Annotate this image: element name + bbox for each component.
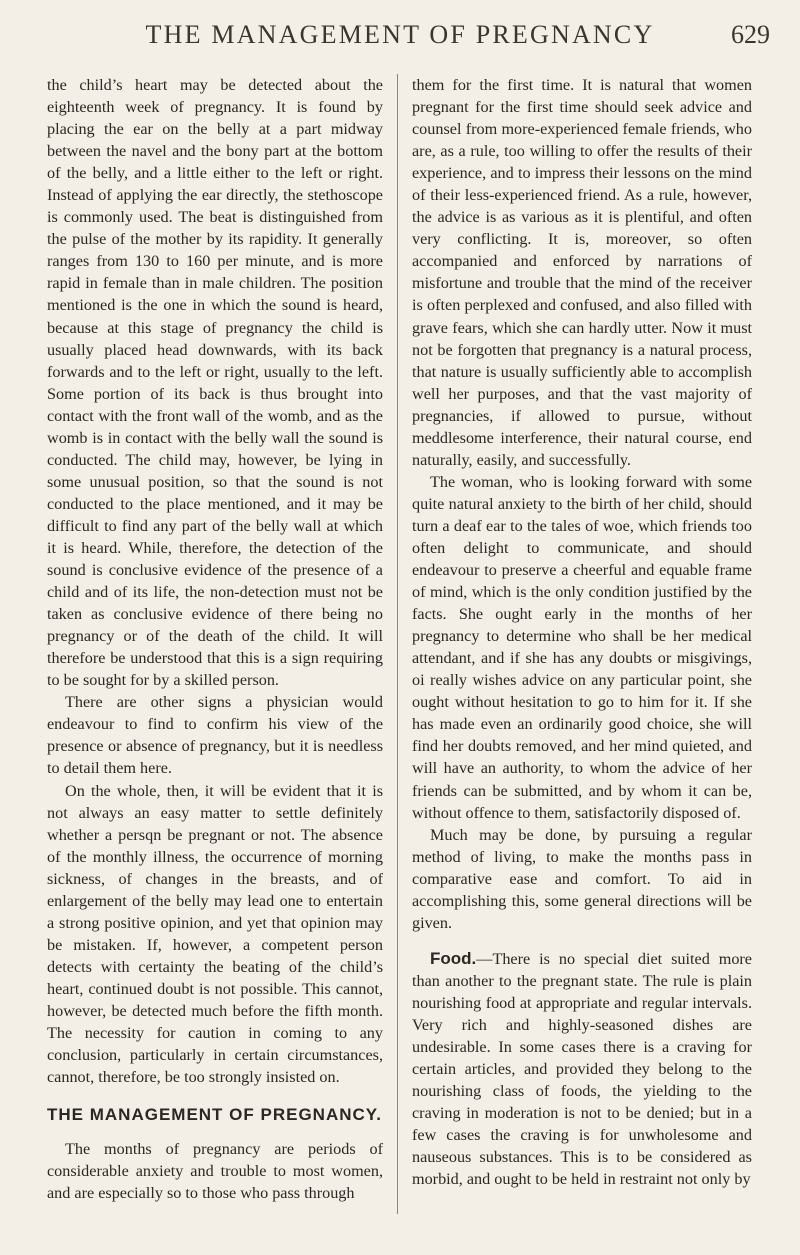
running-header <box>0 20 800 60</box>
left-paragraph-3: On the whole, then, it will be evident that it is not always an easy matter to settle definitely whether a persqn be pregnant or not. The absence of the monthly illness, the occurrence of morning sickness, of changes in the breasts, and of enlargement of the belly may lead one to entertain a strong positive opinion, and yet that opinion may be mistaken. If, however, a competent person detects with certainty the beating of the child’s heart, continued doubt is not possible. This cannot, however, be detected much before the fifth month. The necessity for caution in coming to any conclusion, particularly in certain circumstances, cannot, therefore, be too strongly insisted on. <box>47 781 383 1087</box>
column-divider <box>397 74 398 1214</box>
left-column <box>47 74 383 1204</box>
food-paragraph <box>412 948 752 1191</box>
page-number: 629 <box>731 20 770 49</box>
food-text: —There is no special diet suited more than another to the pregnant state. The rule is plain nourishing food at appropriate and regular intervals. Very rich and highly-seasoned dishes are undesirable. In some cases there is a craving for certain articles, and provided they belong to the nourishing class of foods, the yielding to the craving in moderation is not to be denied; but in a few cases the craving is for unwholesome and nauseous substances. This is to be considered as morbid, and ought to be held in restraint not only by <box>412 949 752 1189</box>
running-title: THE MANAGEMENT OF PREGNANCY <box>145 20 655 49</box>
right-paragraph-2: The woman, who is looking forward with some quite natural anxiety to the birth of her child, should turn a deaf ear to the tales of woe, which friends too often delight to communicate, and should endeavour to preserve a cheerful and equable frame of mind, which is the only condition justified by the facts. She ought early in the months of her pregnancy to determine who shall be her medical attendant, and if she has any doubts or misgivings, oi really wishes advice on any particular point, she ought without hesitation to go to him for it. If she has made even an ordinarily good choice, she will find her doubts removed, and her mind quieted, and will have an authority, to whom the advice of her friends can be submitted, and by whom it can be, without offence to them, satisfactorily disposed of. <box>412 472 752 822</box>
right-paragraph-3: Much may be done, by pursuing a regular method of living, to make the months pass in comparative ease and comfort. To aid in accomplishing this, some general directions will be given. <box>412 825 752 932</box>
right-column <box>412 74 752 1190</box>
left-paragraph-1: the child’s heart may be detected about the eighteenth week of pregnancy. It is found by placing the ear on the belly at a part midway between the navel and the bony part at the bottom of the belly, and a little either to the left or right. Instead of applying the ear directly, the stethoscope is commonly used. The beat is distinguished from the pulse of the mother by its rapidity. It generally ranges from 130 to 160 per minute, and is more rapid in female than in male children. The position mentioned is the one in which the sound is heard, because at this stage of pregnancy the child is usually placed head downwards, with its back forwards and to the left or right, usually to the left. Some portion of its back is thus brought into contact with the front wall of the womb, and as the womb is in contact with the belly wall the sound is conducted. The child may, however, be lying in some unusual position, so that the sound is not conducted to the place mentioned, and it may be difficult to find any part of the belly wall at which it is heard. While, therefore, the detection of the sound is conclusive evidence of the presence of a child and of its life, the non-detection must not be taken as conclusive evidence of there being no pregnancy or of the death of the child. It will therefore be understood that this is a sign requiring to be sought for by a skilled person. <box>47 76 383 690</box>
section-paragraph: The months of pregnancy are periods of considerable anxiety and trouble to most women, and are especially so to those who pass through <box>47 1140 383 1203</box>
food-heading: Food. <box>430 948 477 968</box>
section-heading: THE MANAGEMENT OF PREGNANCY. <box>47 1105 382 1125</box>
left-paragraph-2: There are other signs a physician would endeavour to find to confirm his view of the presence or absence of pregnancy, but it is needless to detail them here. <box>47 693 383 778</box>
right-paragraph-1: them for the first time. It is natural that women pregnant for the first time should seek advice and counsel from more-experienced female friends, who are, as a rule, too willing to offer the results of their experience, and to impress their lessons on the mind of their less-experienced friend. As a rule, however, the advice is as various as it is plentiful, and often very conflicting. It is, moreover, so often accompanied and enforced by narrations of misfortune and trouble that the mind of the receiver is often perplexed and confused, and also filled with grave fears, which she can hardly utter. Now it must not be forgotten that pregnancy is a natural process, that nature is usually sufficiently able to accomplish well her purposes, and that the vast majority of pregnancies, if allowed to pursue, without meddlesome interference, their natural course, end naturally, easily, and successfully. <box>412 76 752 469</box>
